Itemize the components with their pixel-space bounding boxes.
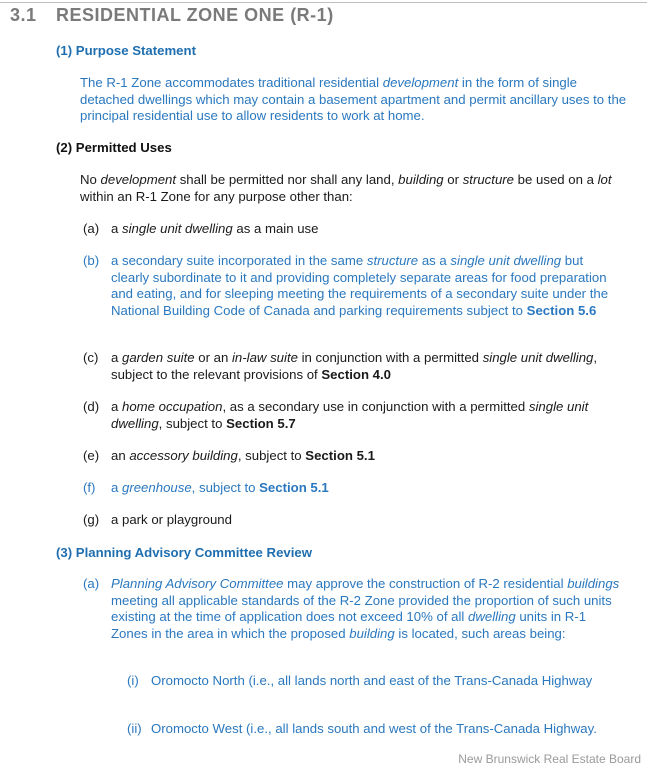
defined-term: home occupation: [122, 399, 223, 414]
text-run: within an R-1 Zone for any purpose other than:: [80, 188, 353, 204]
defined-term: development: [382, 75, 459, 90]
text-run: in the form of single detached dwellings which may contain a basement apartment and permit ancillary uses to the principal residential use to allow residents to work at home.: [80, 75, 627, 123]
item-text: [111, 576, 623, 642]
purpose-text: [80, 75, 630, 125]
section-title: RESIDENTIAL ZONE ONE (R-1): [56, 5, 334, 25]
text-run: or: [443, 172, 463, 187]
text-run: a: [111, 350, 122, 365]
item-text: [111, 480, 623, 497]
text-run: a park or playground: [111, 512, 232, 527]
text-run: an: [111, 448, 130, 463]
defined-term: building: [349, 625, 395, 641]
text-run: shall be permitted nor shall any land,: [176, 172, 399, 187]
text-run: , subject to the relevant provisions of: [111, 350, 598, 382]
pac-review-heading: (3) Planning Advisory Committee Review: [56, 545, 312, 560]
section-number: 3.1: [10, 5, 37, 25]
top-rule: [0, 2, 647, 3]
defined-term: structure: [462, 172, 515, 187]
item-label: (e): [83, 448, 100, 463]
text-run: The R-1 Zone accommodates traditional residential: [80, 75, 383, 90]
item-text: [111, 350, 623, 383]
permitted-item-f: [83, 480, 623, 497]
text-run: , subject to: [237, 448, 306, 463]
subitem-text: Oromocto North (i.e., all lands north and east of the Trans-Canada Highway: [151, 673, 593, 688]
text-run: a: [111, 399, 122, 414]
purpose-heading: (1) Purpose Statement: [56, 43, 196, 58]
permitted-item-a: [83, 221, 623, 238]
item-label: (d): [83, 399, 100, 414]
defined-term: development: [100, 172, 177, 187]
defined-term: single unit dwelling: [450, 253, 562, 268]
permitted-uses-heading: (2) Permitted Uses: [56, 140, 172, 155]
text-run: but clearly subordinate to it and providing completely separate areas for food preparation and eating, and for sleeping meeting the requirements of a secondary suite under the National Building Code of Canada and parking requirements subject to: [111, 253, 609, 318]
defined-term: buildings: [567, 576, 620, 591]
subitem-label: (ii): [127, 721, 142, 736]
text-run: , as a secondary use in conjunction with a permitted: [222, 399, 529, 414]
pac-subitem-i: [127, 673, 607, 690]
permitted-item-d: [83, 399, 623, 432]
text-run: units in R-1 Zones in the area in which the proposed: [111, 609, 587, 641]
text-run: as a: [418, 253, 451, 268]
section-reference: Section 5.1: [259, 480, 329, 495]
item-text: [111, 512, 623, 529]
item-label: (c): [83, 350, 99, 365]
permitted-uses-intro: [80, 172, 630, 205]
subitem-label: (i): [127, 673, 139, 688]
watermark: New Brunswick Real Estate Board: [458, 752, 641, 766]
item-text: [111, 448, 623, 465]
text-run: a secondary suite incorporated in the same: [111, 253, 367, 268]
defined-term: lot: [597, 172, 612, 187]
permitted-item-e: [83, 448, 623, 465]
permitted-item-g: [83, 512, 623, 529]
section-reference: Section 4.0: [321, 366, 392, 382]
pac-item-a: [83, 576, 623, 642]
defined-term: dwelling: [468, 609, 516, 624]
section-reference: Section 5.7: [226, 415, 296, 431]
defined-term: single unit dwelling: [122, 221, 233, 236]
text-run: No: [80, 172, 101, 187]
subitem-text: Oromocto West (i.e., all lands south and west of the Trans-Canada Highway.: [151, 721, 597, 736]
defined-term: accessory building: [129, 448, 238, 463]
item-label: (a): [83, 576, 100, 591]
defined-term: in-law suite: [231, 350, 298, 365]
defined-term: structure: [366, 253, 419, 268]
text-run: may approve the construction of R-2 residential: [283, 576, 568, 591]
permitted-item-b: [83, 253, 623, 319]
defined-term: single unit dwelling: [111, 399, 589, 431]
text-run: be used on a: [514, 172, 598, 187]
defined-term: greenhouse: [122, 480, 192, 495]
section-reference: Section 5.6: [526, 302, 597, 318]
text-run: , subject to: [191, 480, 260, 495]
item-text: [111, 221, 623, 238]
permitted-item-c: [83, 350, 623, 383]
text-run: or an: [194, 350, 232, 365]
defined-term: garden suite: [122, 350, 195, 365]
defined-term: Planning Advisory Committee: [111, 576, 284, 591]
item-text: [111, 399, 623, 432]
item-label: (b): [83, 253, 100, 268]
text-run: , subject to: [158, 415, 227, 431]
item-label: (g): [83, 512, 100, 527]
text-run: in conjunction with a permitted: [297, 350, 483, 365]
pac-subitem-ii: [127, 721, 607, 738]
text-run: meeting all applicable standards of the R-2 Zone provided the proportion of such units existing at the time of application does not exceed 10% of all: [111, 592, 612, 624]
text-run: is located, such areas being:: [394, 625, 566, 641]
text-run: a: [111, 221, 122, 236]
section-reference: Section 5.1: [305, 448, 375, 463]
text-run: a: [111, 480, 122, 495]
defined-term: single unit dwelling: [482, 350, 594, 365]
item-label: (a): [83, 221, 100, 236]
item-text: [111, 253, 623, 319]
item-label: (f): [83, 480, 96, 495]
defined-term: building: [398, 172, 444, 187]
text-run: as a main use: [232, 221, 319, 236]
